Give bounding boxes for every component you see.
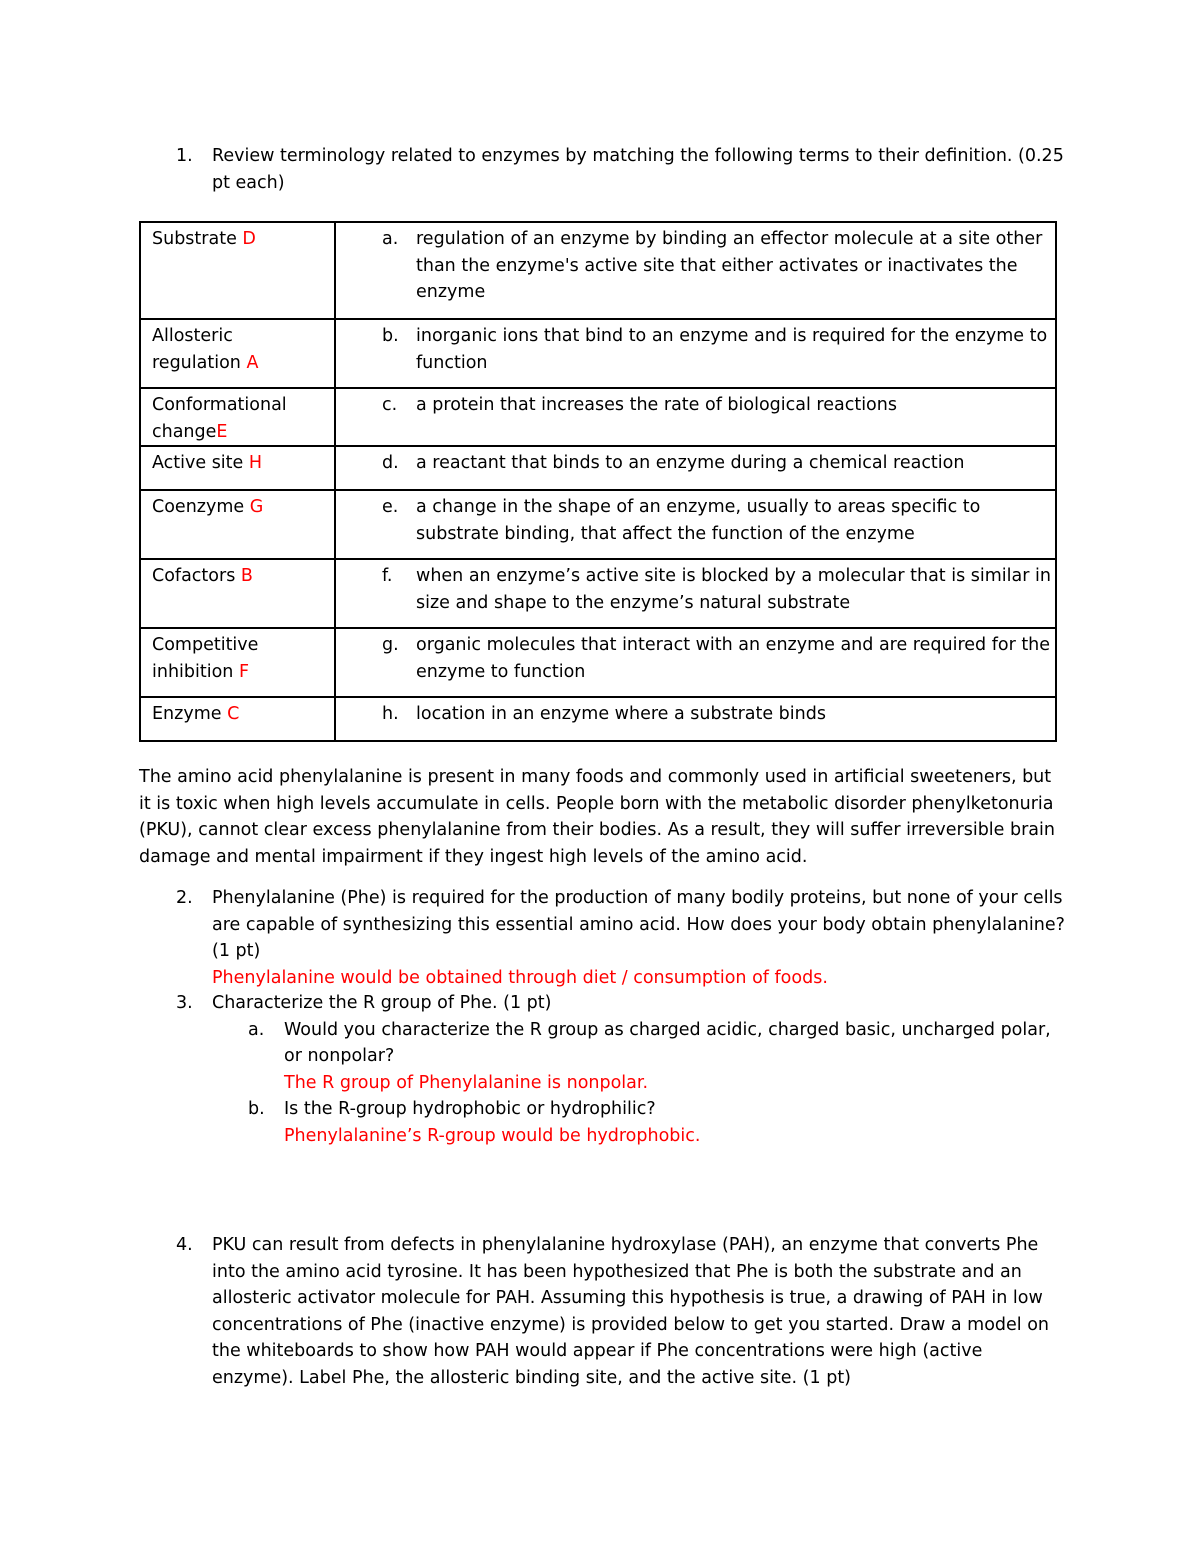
question-2	[176, 885, 1066, 991]
answer-text: Phenylalanine’s R-group would be hydrophobic.	[284, 1125, 701, 1146]
question-text: Review terminology related to enzymes by matching the following terms to their definition. (0.25 pt each)	[212, 146, 1064, 193]
definition-cell: h. location in an enzyme where a substrate binds	[335, 697, 1056, 741]
question-number: 3.	[176, 993, 193, 1013]
table-row	[140, 697, 1056, 741]
answer-letter: F	[238, 661, 250, 682]
question-number: 2.	[176, 888, 193, 908]
question-4	[176, 1232, 1066, 1391]
table-row	[140, 319, 1056, 388]
definition-cell: f. when an enzyme’s active site is blocked by a molecular that is similar in size and shape to the enzyme’s natural substrate	[335, 559, 1056, 628]
table-row	[140, 388, 1056, 446]
definition-cell: g. organic molecules that interact with an enzyme and are required for the enzyme to function	[335, 628, 1056, 697]
term-cell: Substrate D	[140, 222, 335, 319]
definition-cell: a. regulation of an enzyme by binding an effector molecule at a site other than the enzyme's active site that either activates or inactivates the enzyme	[335, 222, 1056, 319]
question-number: 4.	[176, 1235, 193, 1255]
sub-letter: a.	[248, 1019, 265, 1040]
matching-table	[139, 221, 1057, 742]
question-text: PKU can result from defects in phenylalanine hydroxylase (PAH), an enzyme that converts Phe into the amino acid tyrosine. It has been hypothesized that Phe is both the substrate and an allosteric activator molecule for PAH. Assuming this hypothesis is true, a drawing of PAH in low concentrations of Phe (inactive enzyme) is provided below to get you started. Draw a model on the whiteboards to show how PAH would appear if Phe concentrations were high (active enzyme). Label Phe, the allosteric binding site, and the active site. (1 pt)	[212, 1235, 1049, 1388]
answer-letter: E	[216, 421, 228, 442]
sub-question-b	[212, 1096, 1066, 1149]
intro-paragraph: The amino acid phenylalanine is present in many foods and commonly used in artificial sweeteners, but it is toxic when high levels accumulate in cells. People born with the metabolic disorder phenylketonuria (PKU), cannot clear excess phenylalanine from their bodies. As a result, they will suffer irreversible brain damage and mental impairment if they ingest high levels of the amino acid.	[139, 767, 1055, 867]
term-cell: Competitive inhibition F	[140, 628, 335, 697]
definition-cell: e. a change in the shape of an enzyme, usually to areas specific to substrate binding, that affect the function of the enzyme	[335, 490, 1056, 559]
table-row	[140, 628, 1056, 697]
question-1	[176, 143, 1066, 196]
question-text: Characterize the R group of Phe. (1 pt)	[212, 993, 552, 1013]
term-cell: Cofactors B	[140, 559, 335, 628]
question-number: 1.	[176, 146, 193, 166]
question-text: Phenylalanine (Phe) is required for the production of many bodily proteins, but none of your cells are capable of synthesizing this essential amino acid. How does your body obtain phenylalanine? (1 pt)	[212, 888, 1065, 961]
table-row	[140, 446, 1056, 490]
table-row	[140, 490, 1056, 559]
answer-text: The R group of Phenylalanine is nonpolar.	[284, 1072, 649, 1093]
sub-question-text: Is the R-group hydrophobic or hydrophilic?	[284, 1099, 656, 1119]
term-cell: Allosteric regulation A	[140, 319, 335, 388]
answer-letter: B	[240, 566, 253, 586]
answer-letter: A	[246, 352, 259, 373]
definition-cell: d. a reactant that binds to an enzyme during a chemical reaction	[335, 446, 1056, 490]
table-row	[140, 222, 1056, 319]
term-cell: Coenzyme G	[140, 490, 335, 559]
sub-question-a	[212, 1017, 1066, 1097]
term-cell: Active site H	[140, 446, 335, 490]
answer-letter: C	[227, 704, 240, 724]
answer-text: Phenylalanine would be obtained through diet / consumption of foods.	[212, 967, 828, 988]
sub-question-text: Would you characterize the R group as charged acidic, charged basic, uncharged polar, or nonpolar?	[284, 1019, 1051, 1066]
answer-letter: G	[249, 497, 264, 517]
sub-letter: b.	[248, 1099, 265, 1119]
table-row	[140, 559, 1056, 628]
question-3	[176, 990, 1066, 1149]
answer-letter: D	[242, 229, 256, 249]
definition-cell: b. inorganic ions that bind to an enzyme and is required for the enzyme to function	[335, 319, 1056, 388]
term-cell: Conformational changeE	[140, 388, 335, 446]
answer-letter: H	[248, 453, 263, 473]
definition-cell: c. a protein that increases the rate of biological reactions	[335, 388, 1056, 446]
term-cell: Enzyme C	[140, 697, 335, 741]
